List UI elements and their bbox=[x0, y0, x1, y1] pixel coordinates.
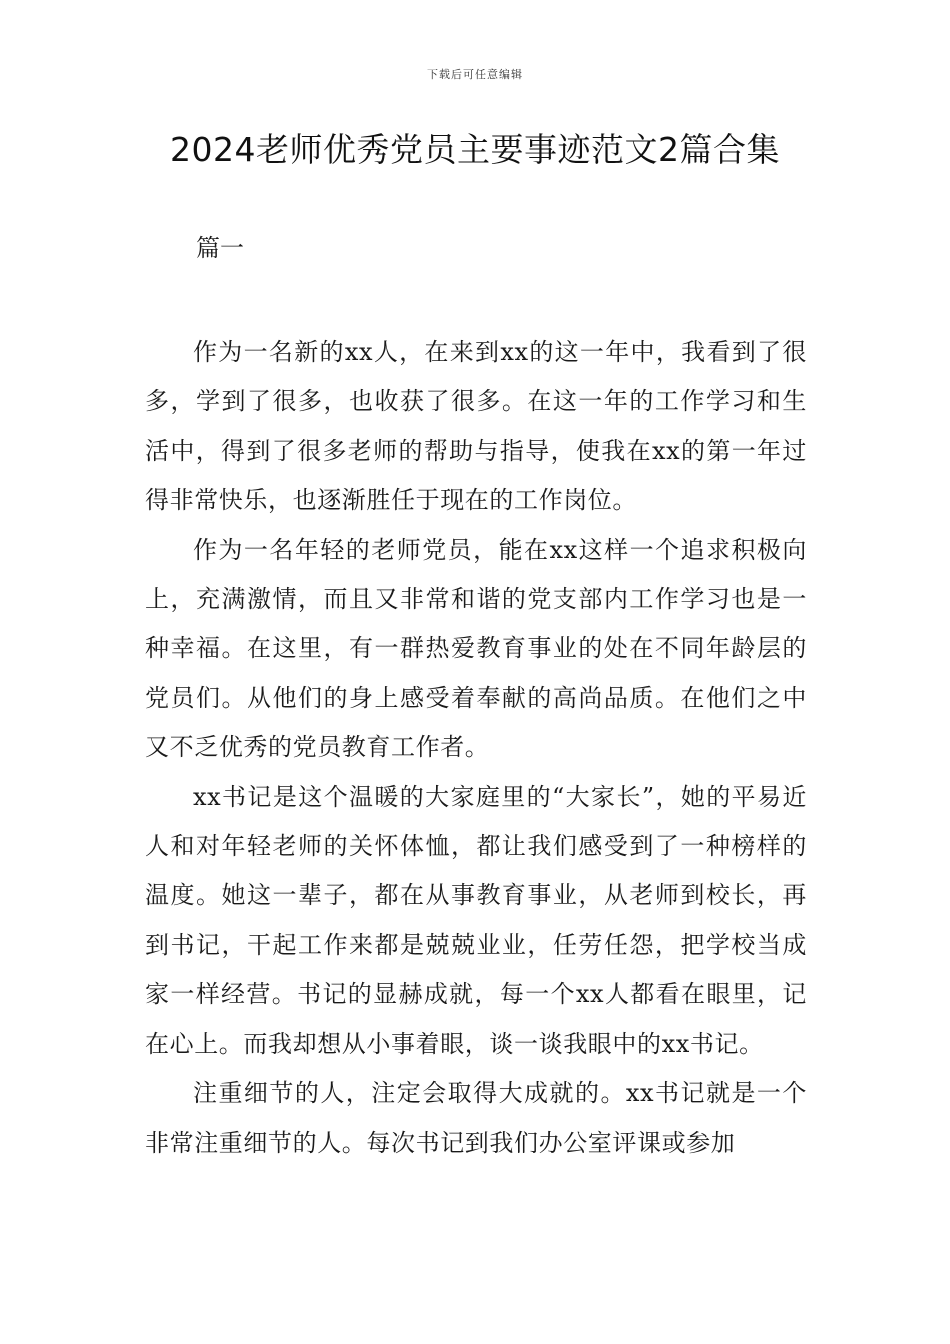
section-heading: 篇一 bbox=[196, 234, 244, 262]
paragraph: 注重细节的人，注定会取得大成就的。xx书记就是一个非常注重细节的人。每次书记到我们办公室评课或参加 bbox=[145, 1079, 807, 1157]
document-title: 2024老师优秀党员主要事迹范文2篇合集 bbox=[170, 130, 780, 169]
paragraph: 作为一名新的xx人，在来到xx的这一年中，我看到了很多，学到了很多，也收获了很多。在这一年的工作学习和生活中，得到了很多老师的帮助与指导，使我在xx的第一年过得非常快乐，也逐渐胜任于现在的工作岗位。 bbox=[145, 338, 807, 515]
document-body bbox=[145, 328, 807, 1168]
paragraph: 作为一名年轻的老师党员，能在xx这样一个追求积极向上，充满激情，而且又非常和谐的党支部内工作学习也是一种幸福。在这里，有一群热爱教育事业的处在不同年龄层的党员们。从他们的身上感受着奉献的高尚品质。在他们之中又不乏优秀的党员教育工作者。 bbox=[145, 535, 807, 762]
header-note: 下载后可任意编辑 bbox=[427, 68, 523, 81]
paragraph: xx书记是这个温暖的大家庭里的“大家长”，她的平易近人和对年轻老师的关怀体恤，都让我们感受到了一种榜样的温度。她这一辈子，都在从事教育事业，从老师到校长，再到书记，干起工作来都是兢兢业业，任劳任怨，把学校当成家一样经营。书记的显赫成就，每一个xx人都看在眼里，记在心上。而我却想从小事着眼，谈一谈我眼中的xx书记。 bbox=[145, 782, 807, 1058]
